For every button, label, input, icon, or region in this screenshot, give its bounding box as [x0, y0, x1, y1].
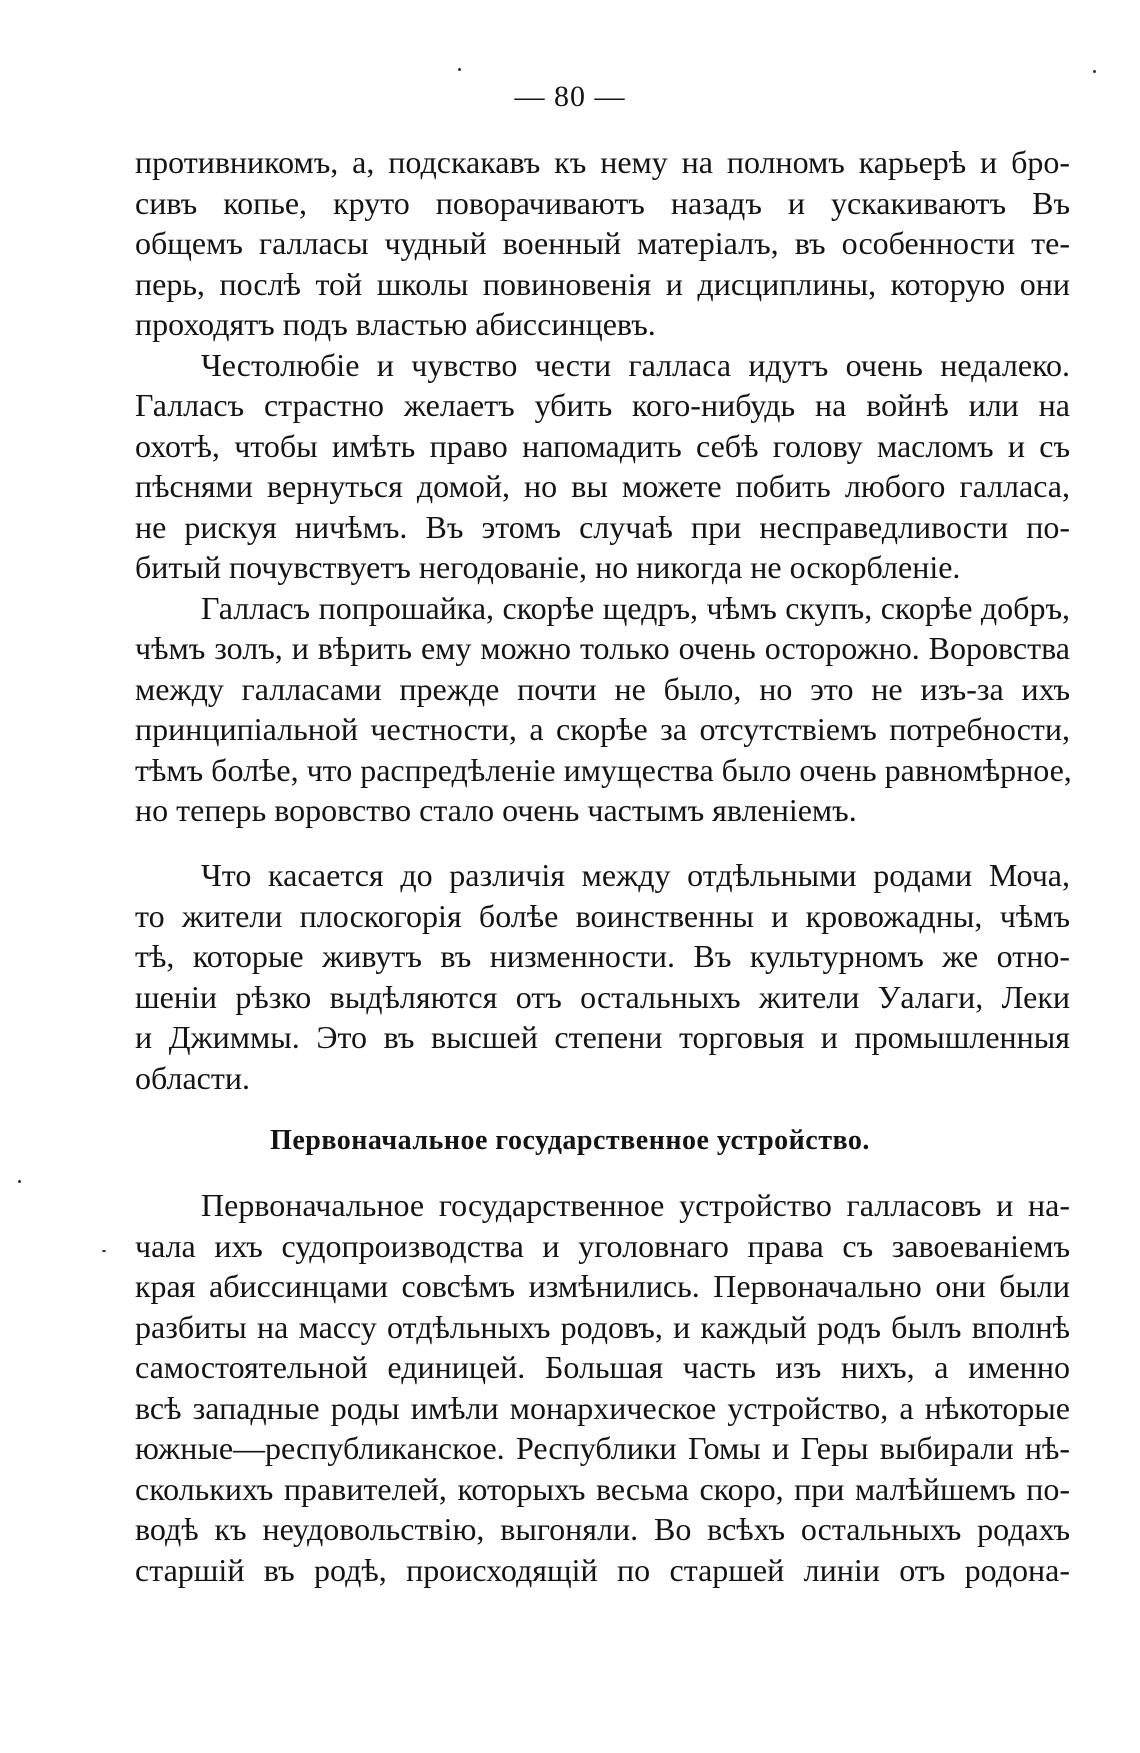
text-line: общемъ галласы чудный военный матеріалъ, въ особенности те-: [135, 225, 1070, 261]
text-block-lower: [135, 1185, 1070, 1590]
text-line: перь, послѣ той школы повиновенія и дисциплины, которую они: [135, 265, 1070, 302]
text-line: Галласъ попрошайка, скорѣе щедръ, чѣмъ скупъ, скорѣе добръ,: [201, 589, 1070, 626]
paragraph-1: [135, 142, 1070, 345]
text-line: шеніи рѣзко выдѣляются отъ остальныхъ жители Уалаги, Леки: [135, 978, 1070, 1015]
paragraph-5: [135, 1185, 1070, 1590]
paragraph-2: [135, 345, 1070, 588]
text-line: области.: [135, 1059, 250, 1096]
text-line: чала ихъ судопроизводства и уголовнаго права съ завоеваніемъ: [135, 1227, 1070, 1264]
text-line: сколькихъ правителей, которыхъ весьма скоро, при малѣйшемъ по-: [135, 1470, 1070, 1507]
text-line: противникомъ, а, подскакавъ къ нему на полномъ карьерѣ и бро-: [135, 144, 1070, 180]
text-block-middle: [135, 855, 1070, 1098]
text-line: не рискуя ничѣмъ. Въ этомъ случаѣ при несправедливости по-: [135, 508, 1070, 545]
text-line: старшій въ родѣ, происходящій по старшей линіи отъ родона-: [135, 1551, 1070, 1588]
text-line: разбиты на массу отдѣльныхъ родовъ, и каждый родъ былъ вполнѣ: [135, 1308, 1070, 1345]
text-line: тѣмъ болѣе, что распредѣленіе имущества было очень равномѣрное,: [135, 751, 1072, 788]
text-line: всѣ западные роды имѣли монархическое устройство, а нѣкоторые: [135, 1389, 1070, 1426]
scan-speck: [102, 1250, 106, 1252]
text-line: тѣ, которые живутъ въ низменности. Въ культурномъ же отно-: [135, 938, 1070, 974]
section-heading: Первоначальное государственное устройство.: [270, 1125, 870, 1156]
text-line: между галласами прежде почти не было, но это не изъ-за ихъ: [135, 670, 1070, 707]
text-line: Что касается до различія между отдѣльными родами Моча,: [201, 857, 1070, 893]
text-line: чѣмъ золъ, и вѣрить ему можно только очень осторожно. Воровства: [135, 630, 1070, 666]
text-line: принципіальной честности, а скорѣе за отсутствіемъ потребности,: [135, 711, 1070, 747]
text-line: водѣ къ неудовольствію, выгоняли. Во всѣхъ остальныхъ родахъ: [135, 1511, 1070, 1547]
scan-speck: [1093, 70, 1096, 73]
scan-speck: [458, 68, 461, 71]
text-line: Первоначальное государственное устройство галласовъ и на-: [201, 1187, 1070, 1223]
text-line: охотѣ, чтобы имѣть право напомадить себѣ голову масломъ и съ: [135, 427, 1070, 464]
text-block-upper: [135, 142, 1070, 831]
text-line: южные—республиканское. Республики Гомы и Геры выбирали нѣ-: [135, 1430, 1070, 1466]
text-line: и Джиммы. Это въ высшей степени торговыя и промышленныя: [135, 1019, 1070, 1055]
text-line: сивъ копье, круто поворачиваютъ назадъ и ускакиваютъ Въ: [135, 184, 1070, 221]
text-line: края абиссинцами совсѣмъ измѣнились. Первоначально они были: [135, 1268, 1070, 1304]
text-line: битый почувствуетъ негодованіе, но никогда не оскорбленіе.: [135, 549, 961, 585]
paragraph-4: [135, 855, 1070, 1098]
text-line: проходятъ подъ властью абиссинцевъ.: [135, 306, 656, 342]
text-line: то жители плоскогорія болѣе воинственны и кровожадны, чѣмъ: [135, 897, 1070, 934]
page-number: — 80 —: [514, 80, 626, 113]
text-line: Честолюбіе и чувство чести галласа идутъ очень недалеко.: [201, 346, 1070, 383]
paragraph-3: [135, 588, 1070, 831]
text-line: но теперь воровство стало очень частымъ явленіемъ.: [135, 792, 857, 828]
text-line: самостоятельной единицей. Большая часть изъ нихъ, а именно: [135, 1349, 1070, 1385]
scan-speck: [18, 1180, 21, 1183]
text-line: Галласъ страстно желаетъ убить кого-нибудь на войнѣ или на: [135, 387, 1070, 423]
text-line: пѣснями вернуться домой, но вы можете побить любого галласа,: [135, 468, 1070, 504]
